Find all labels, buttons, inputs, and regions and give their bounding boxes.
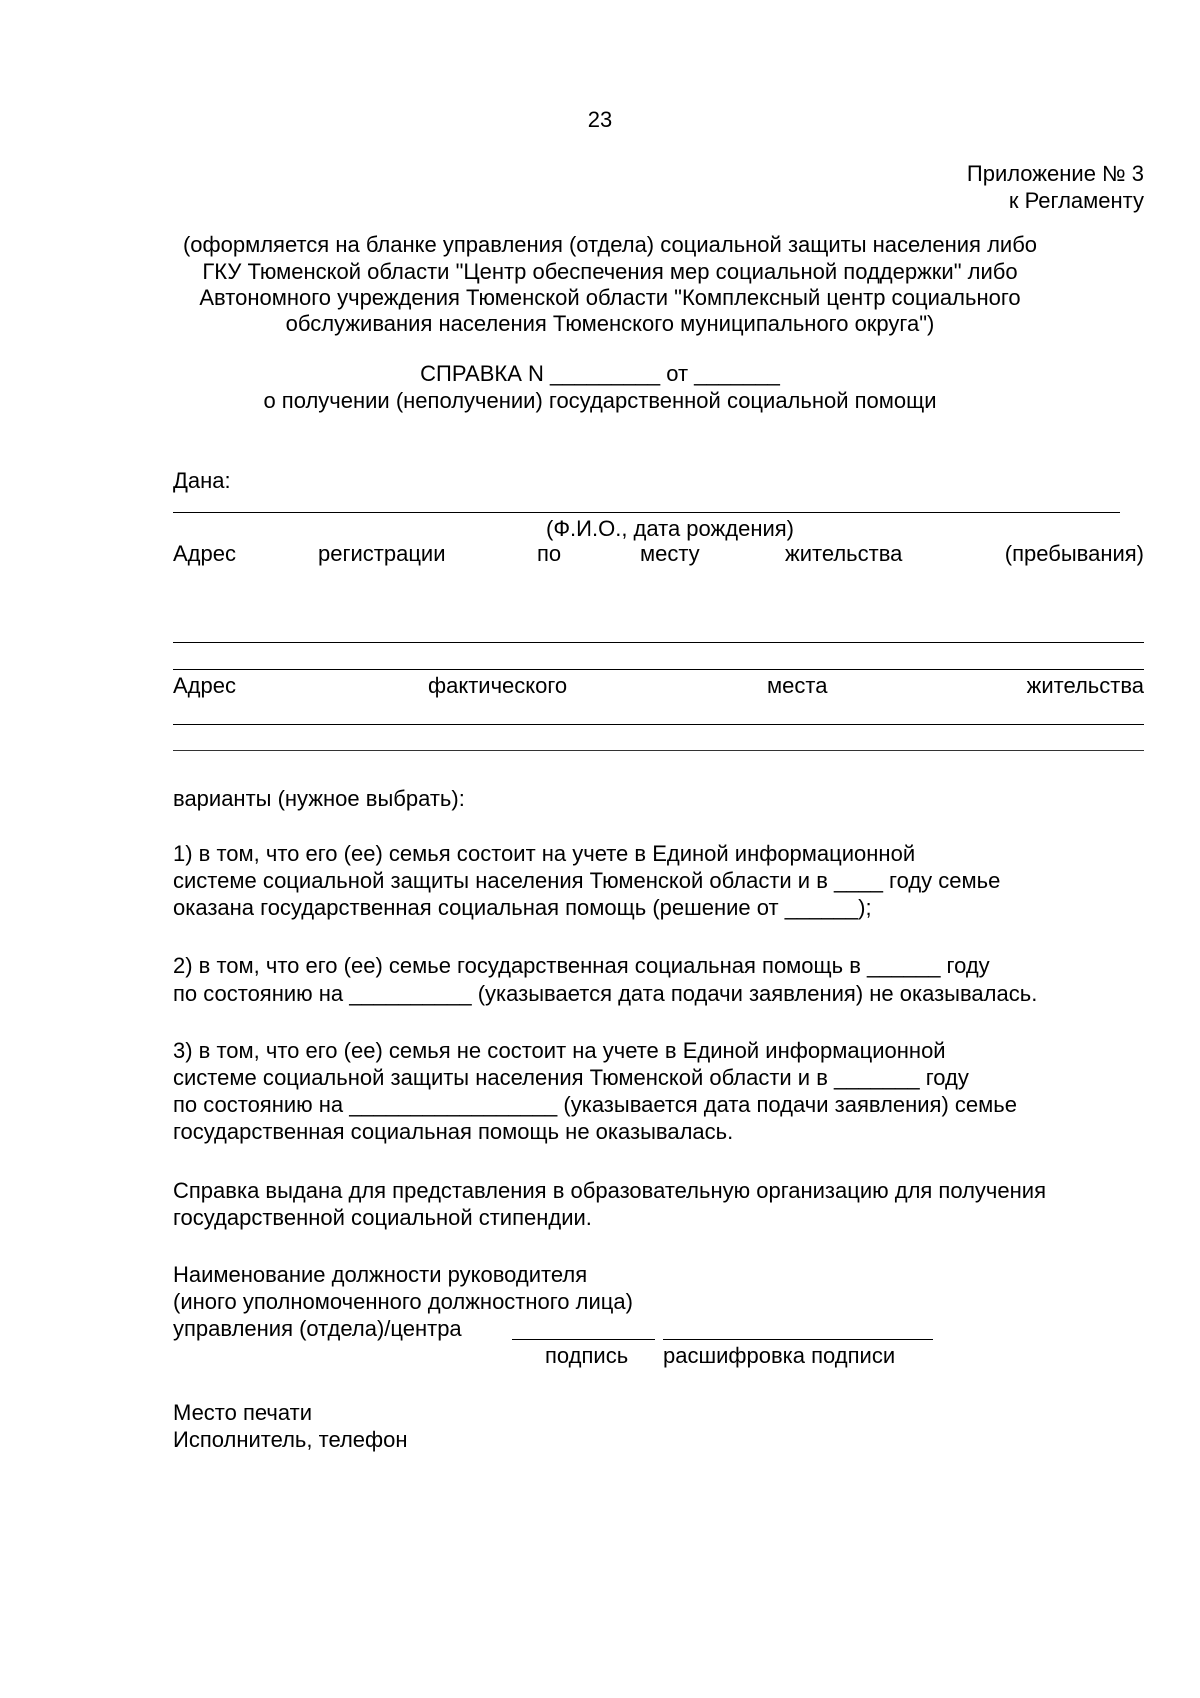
signature-field-line xyxy=(512,1339,655,1340)
reg-address-word-2: регистрации xyxy=(318,541,446,566)
actual-address-word-4: жительства xyxy=(1026,673,1144,698)
letterhead-note-line-2: ГКУ Тюменской области "Центр обеспечения мер социальной поддержки" либо xyxy=(202,259,1018,284)
actual-address-word-2: фактического xyxy=(428,673,568,698)
signatory-line-2: (иного уполномоченного должностного лица) xyxy=(173,1289,633,1314)
reg-address-word-6: (пребывания) xyxy=(1004,541,1144,566)
actual-address-word-1: Адрес xyxy=(173,673,236,698)
reg-address-word-4: месту xyxy=(640,541,700,566)
option-2-line-1: 2) в том, что его (ее) семье государственная социальная помощь в ______ году xyxy=(173,953,990,978)
given-label: Дана: xyxy=(173,468,231,493)
executor-phone-label: Исполнитель, телефон xyxy=(173,1427,408,1452)
option-3-line-2: системе социальной защиты населения Тюменской области и в _______ году xyxy=(173,1065,969,1090)
purpose-line-1: Справка выдана для представления в образовательную организацию для получения xyxy=(173,1178,1046,1203)
actual-address-field-line-1 xyxy=(173,724,1144,725)
letterhead-note-line-1: (оформляется на бланке управления (отдела) социальной защиты населения либо xyxy=(182,232,1038,257)
signature-decoding-caption: расшифровка подписи xyxy=(663,1343,896,1368)
certificate-subtitle: о получении (неполучении) государственной социальной помощи xyxy=(263,388,937,413)
fullname-field-line xyxy=(173,512,1120,513)
signature-decoding-field-line xyxy=(663,1339,933,1340)
reg-address-word-5: жительства xyxy=(785,541,903,566)
signatory-line-1: Наименование должности руководителя xyxy=(173,1262,588,1287)
letterhead-note-line-3: Автономного учреждения Тюменской области "Комплексный центр социального xyxy=(199,285,1021,310)
seal-place-label: Место печати xyxy=(173,1400,312,1425)
option-3-line-1: 3) в том, что его (ее) семья не состоит на учете в Единой информационной xyxy=(173,1038,946,1063)
signatory-line-3: управления (отдела)/центра xyxy=(173,1316,462,1341)
actual-address-word-3: места xyxy=(767,673,828,698)
option-3-line-3: по состоянию на _________________ (указывается дата подачи заявления) семье xyxy=(173,1092,1017,1117)
actual-address-field-line-2 xyxy=(173,750,1144,751)
appendix-line-1: Приложение № 3 xyxy=(966,161,1144,186)
option-3-line-4: государственная социальная помощь не оказывалась. xyxy=(173,1119,734,1144)
reg-address-field-line-1 xyxy=(173,642,1144,643)
letterhead-note-line-4: обслуживания населения Тюменского муниципального округа") xyxy=(285,311,935,336)
certificate-title: СПРАВКА N _________ от _______ xyxy=(420,361,780,386)
option-1-line-3: оказана государственная социальная помощь (решение от ______); xyxy=(173,895,872,920)
option-2-line-2: по состоянию на __________ (указывается дата подачи заявления) не оказывалась. xyxy=(173,981,1038,1006)
reg-address-word-3: по xyxy=(537,541,562,566)
options-label: варианты (нужное выбрать): xyxy=(173,786,465,811)
page-number: 23 xyxy=(587,107,613,132)
fullname-caption: (Ф.И.О., дата рождения) xyxy=(546,516,794,541)
signature-caption: подпись xyxy=(545,1343,629,1368)
purpose-line-2: государственной социальной стипендии. xyxy=(173,1205,592,1230)
option-1-line-1: 1) в том, что его (ее) семья состоит на учете в Единой информационной xyxy=(173,841,916,866)
option-1-line-2: системе социальной защиты населения Тюменской области и в ____ году семье xyxy=(173,868,1001,893)
appendix-line-2: к Регламенту xyxy=(1008,188,1144,213)
reg-address-word-1: Адрес xyxy=(173,541,236,566)
reg-address-field-line-2 xyxy=(173,669,1144,670)
